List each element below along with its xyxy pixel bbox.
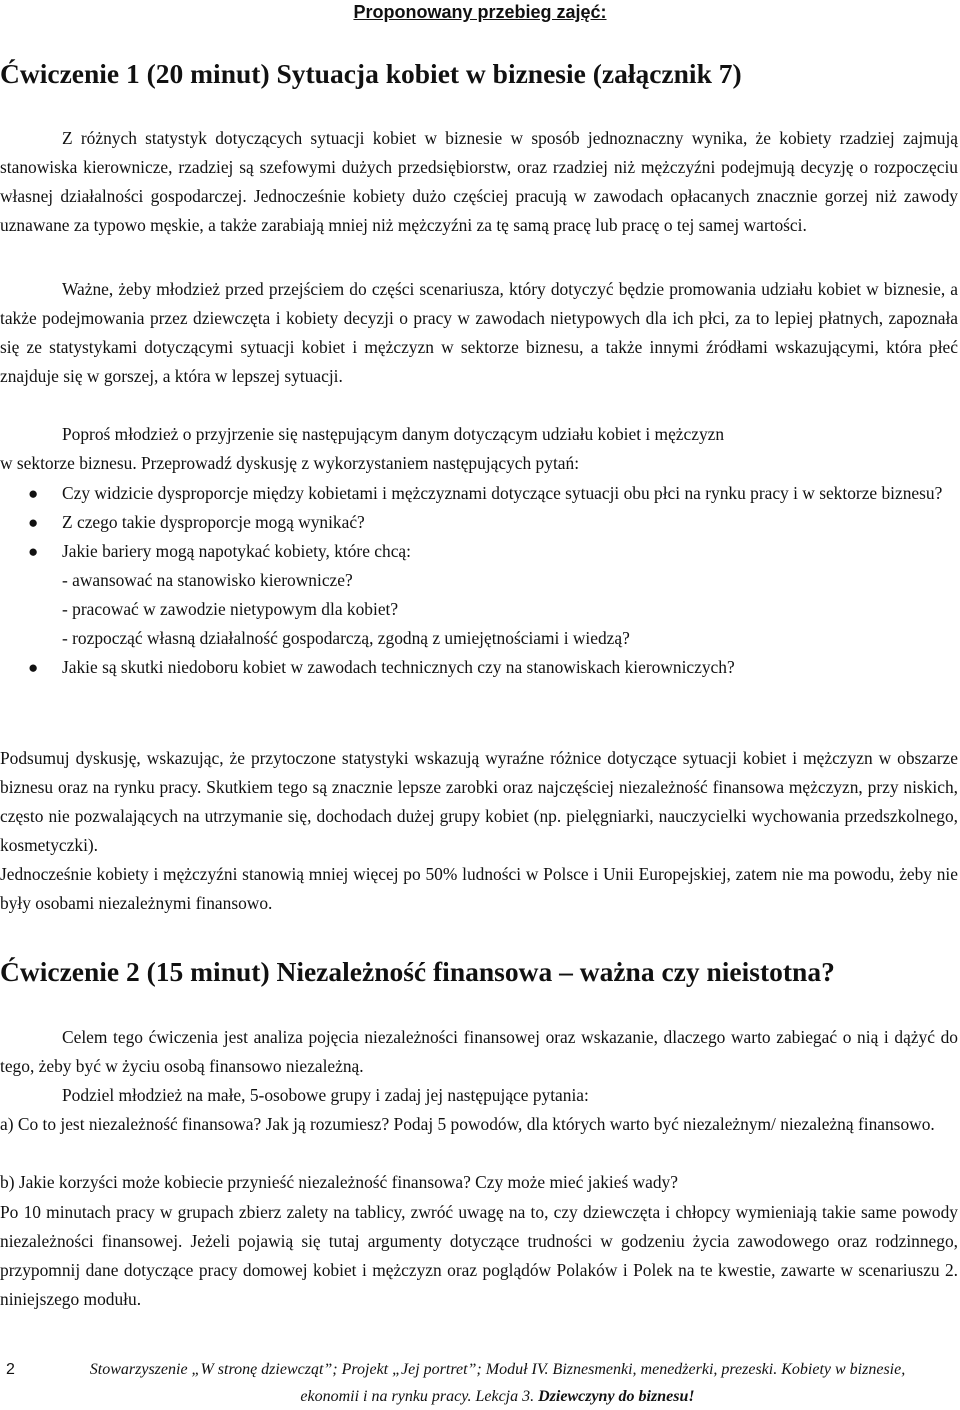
summary-paragraph: Podsumuj dyskusję, wskazując, że przytoczone statystyki wskazują wyraźne różnice dotyczące sytuacji kobiet i mężczyzn w obszarze biznesu oraz na rynku pracy. Skutkiem tego są znacznie lepsze zarobki oraz najczęściej niezależność finansowa mężczyzn, przy niskich, często nie pozwalających na utrzymanie się, dochodach dużej grupy kobiet (np. pielęgniarki, nauczycielki wychowania przedszkolnego, kosmetyczki). — [0, 748, 958, 855]
list-item-text: Z czego takie dysproporcje mogą wynikać? — [62, 512, 365, 532]
list-item — [0, 653, 958, 682]
footer-text — [75, 1356, 920, 1410]
question-b: b) Jakie korzyści może kobiecie przynieść niezależność finansowa? Czy może mieć jakieś wady? — [0, 1172, 678, 1192]
list-item-text: Jakie są skutki niedoboru kobiet w zawodach technicznych czy na stanowiskach kierowniczych? — [62, 657, 735, 677]
page-footer — [0, 1356, 960, 1410]
list-item-text: Czy widzicie dysproporcje między kobietami i mężczyznami dotyczące sytuacji obu płci na rynku pracy i w sektorze biznesu? — [62, 483, 943, 503]
list-item — [0, 537, 958, 566]
exercise-1-paragraph-2: Ważne, żeby młodzież przed przejściem do części scenariusza, który dotyczyć będzie promowania udziału kobiet w biznesie, a także podejmowania przez dziewczęta i kobiety decyzji o pracy w zawodach nietypowych dla ich płci, za to lepiej płatnych, zapoznała się ze statystykami dotyczącymi sytuacji kobiet i mężczyzn w sektorze biznesu, a także innymi źródłami wskazującymi, która płeć znajduje się w gorszej, a która w lepszej sytuacji. — [0, 279, 958, 386]
exercise-2-paragraph-3: Po 10 minutach pracy w grupach zbierz zalety na tablicy, zwróć uwagę na to, czy dziewczęta i chłopcy wymieniają takie same powody niezależności finansowej. Jeżeli pojawią się tutaj argumenty dotyczące trudności w godzeniu życia zawodowego oraz rodzinnego, przypomnij dane dotyczące pracy domowej kobiet i mężczyzn oraz poglądów Polaków i Polek na te kwestie, zawarte w scenariuszu 2. niniejszego modułu. — [0, 1202, 958, 1309]
exercise-2-paragraph-2: Podziel młodzież na małe, 5-osobowe grupy i zadaj jej następujące pytania: — [62, 1085, 589, 1105]
bullet-icon: ● — [28, 658, 39, 677]
page-number: 2 — [6, 1361, 15, 1378]
bullet-icon: ● — [28, 542, 39, 561]
sub-item: - rozpocząć własną działalność gospodarczą, zgodną z umiejętnościami i wiedzą? — [62, 628, 630, 648]
exercise-2-title: Ćwiczenie 2 (15 minut) Niezależność finansowa – ważna czy nieistotna? — [0, 956, 835, 987]
exercise-1-paragraph-1: Z różnych statystyk dotyczących sytuacji kobiet w biznesie w sposób jednoznaczny wynika, że kobiety rzadziej zajmują stanowiska kierownicze, rzadziej są szefowymi dużych przedsiębiorstw, oraz rzadziej niż mężczyźni podejmują decyzję o rozpoczęciu własnej działalności gospodarczej. Jednocześnie kobiety dużo częściej pracują w zawodach opłacanych znacznie gorzej niż zawody uznawane za typowo męskie, a także zarabiają mniej niż mężczyźni za tę samą pracę lub pracę o tej samej wartości. — [0, 128, 958, 235]
sub-item: - pracować w zawodzie nietypowym dla kobiet? — [62, 599, 399, 619]
footer-lesson-title: Dziewczyny do biznesu! — [538, 1388, 695, 1405]
bullet-icon: ● — [28, 484, 39, 503]
bullet-icon: ● — [28, 513, 39, 532]
question-a: a) Co to jest niezależność finansowa? Jak ją rozumiesz? Podaj 5 powodów, dla których warto być niezależnym/ niezależną finansowo. — [0, 1114, 935, 1134]
footer-citation: Stowarzyszenie „W stronę dziewcząt”; Projekt „Jej portret”; Moduł IV. Biznesmenki, menedżerki, prezeski. Kobiety w biznesie, ekonomii i na rynku pracy. Lekcja 3. — [89, 1361, 906, 1405]
exercise-2-paragraph-1: Celem tego ćwiczenia jest analiza pojęcia niezależności finansowej oraz wskazanie, dlaczego warto zabiegać o nią i dążyć do tego, żeby być w życiu osobą finansowo niezależną. — [0, 1027, 958, 1076]
discussion-questions-list — [0, 479, 958, 682]
list-item — [0, 479, 958, 508]
sub-item: - awansować na stanowisko kierownicze? — [62, 570, 353, 590]
list-item-text: Jakie bariery mogą napotykać kobiety, które chcą: — [62, 541, 411, 561]
page-header: Proponowany przebieg zajęć: — [353, 2, 607, 22]
exercise-1-paragraph-3-line-1: Poproś młodzież o przyjrzenie się następującym danym dotyczącym udziału kobiet i mężczyzn — [62, 424, 725, 444]
list-item — [0, 508, 958, 537]
exercise-1-paragraph-3-line-2: w sektorze biznesu. Przeprowadź dyskusję z wykorzystaniem następujących pytań: — [0, 453, 580, 473]
exercise-1-title: Ćwiczenie 1 (20 minut) Sytuacja kobiet w biznesie (załącznik 7) — [0, 58, 742, 89]
summary-paragraph-2: Jednocześnie kobiety i mężczyźni stanowią mniej więcej po 50% ludności w Polsce i Unii Europejskiej, zatem nie ma powodu, żeby nie były osobami niezależnymi finansowo. — [0, 864, 958, 913]
